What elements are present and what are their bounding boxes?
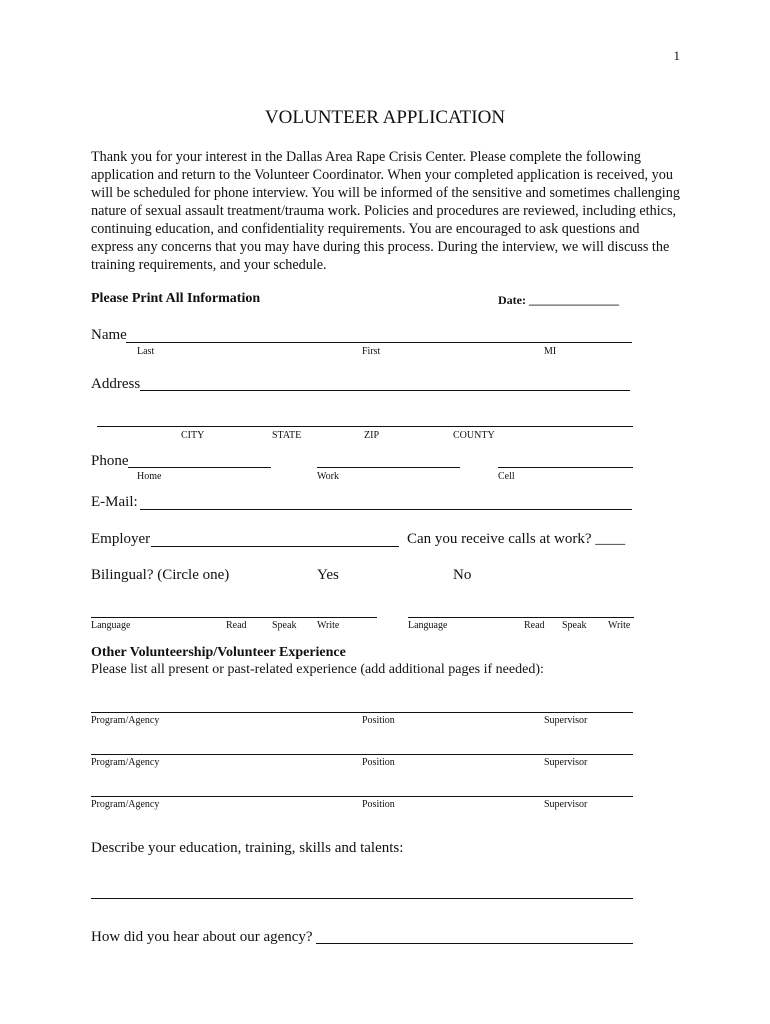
language-2-field[interactable] [408, 617, 634, 618]
language-2-sublabel: Language [408, 620, 448, 631]
employer-label: Employer [91, 531, 151, 547]
bilingual-yes-option[interactable]: Yes [317, 567, 339, 583]
education-field[interactable] [91, 898, 633, 899]
language-2-read-sublabel: Read [524, 620, 545, 631]
name-sublabel-last: Last [137, 346, 155, 357]
experience-row-3-supervisor-sublabel: Supervisor [544, 799, 588, 810]
name-field[interactable] [126, 342, 632, 343]
experience-row-3-field[interactable] [91, 796, 633, 797]
phone-label: Phone [91, 453, 129, 469]
experience-instruction: Please list all present or past-related experience (add additional pages if needed): [91, 662, 544, 677]
name-sublabel-first: First [362, 346, 381, 357]
address-label: Address [91, 376, 141, 392]
experience-row-2-program-sublabel: Program/Agency [91, 757, 160, 768]
experience-row-1-supervisor-sublabel: Supervisor [544, 715, 588, 726]
name-sublabel-mi: MI [544, 346, 557, 357]
education-question: Describe your education, training, skills and talents: [91, 840, 404, 856]
language-1-write-sublabel: Write [317, 620, 340, 631]
bilingual-label: Bilingual? (Circle one) [91, 567, 230, 583]
intro-paragraph: Thank you for your interest in the Dallas Area Rape Crisis Center. Please complete the following application and return to the Volunteer Coordinator. When your completed application is received, you will be scheduled for phone interview. You will be informed of the sensitive and sometimes challenging nature of sexual assault treatment/trauma work. Policies and procedures are reviewed, including ethics, continuing education, and confidentiality requirements. You are encouraged to ask questions and express any concerns that you may have during this process. During the interview, we will discuss the training requirements, and your schedule. [91, 149, 680, 273]
page-number: 1 [673, 48, 680, 63]
email-field[interactable] [140, 509, 632, 510]
language-1-field[interactable] [91, 617, 377, 618]
address-city-line-field[interactable] [97, 426, 633, 427]
experience-row-3-position-sublabel: Position [362, 799, 395, 810]
phone-sublabel-home: Home [137, 471, 162, 482]
phone-sublabel-work: Work [317, 471, 339, 482]
email-label: E-Mail: [91, 494, 138, 510]
experience-row-2-field[interactable] [91, 754, 633, 755]
address-sublabel-zip: ZIP [364, 430, 379, 441]
language-2-write-sublabel: Write [608, 620, 631, 631]
experience-heading: Other Volunteership/Volunteer Experience [91, 645, 346, 660]
referral-field[interactable] [316, 943, 633, 944]
phone-cell-field[interactable] [498, 467, 633, 468]
experience-row-2-supervisor-sublabel: Supervisor [544, 757, 588, 768]
print-instruction: Please Print All Information [91, 291, 261, 306]
phone-work-field[interactable] [317, 467, 460, 468]
experience-row-2-position-sublabel: Position [362, 757, 395, 768]
date-field[interactable]: Date: _______________ [498, 293, 619, 307]
language-1-read-sublabel: Read [226, 620, 247, 631]
employer-field[interactable] [151, 546, 399, 547]
address-field[interactable] [140, 390, 630, 391]
bilingual-no-option[interactable]: No [453, 567, 472, 583]
page-title: VOLUNTEER APPLICATION [264, 107, 506, 128]
experience-row-1-position-sublabel: Position [362, 715, 395, 726]
phone-sublabel-cell: Cell [498, 471, 515, 482]
address-sublabel-state: STATE [272, 430, 302, 441]
phone-home-field[interactable] [128, 467, 271, 468]
name-label: Name [91, 327, 127, 343]
calls-at-work-question[interactable]: Can you receive calls at work? ____ [407, 531, 626, 547]
experience-row-3-program-sublabel: Program/Agency [91, 799, 160, 810]
address-sublabel-county: COUNTY [453, 430, 495, 441]
experience-row-1-program-sublabel: Program/Agency [91, 715, 160, 726]
address-sublabel-city: CITY [181, 430, 205, 441]
language-1-sublabel: Language [91, 620, 131, 631]
language-1-speak-sublabel: Speak [272, 620, 297, 631]
language-2-speak-sublabel: Speak [562, 620, 587, 631]
experience-row-1-field[interactable] [91, 712, 633, 713]
referral-question: How did you hear about our agency? [91, 929, 313, 945]
